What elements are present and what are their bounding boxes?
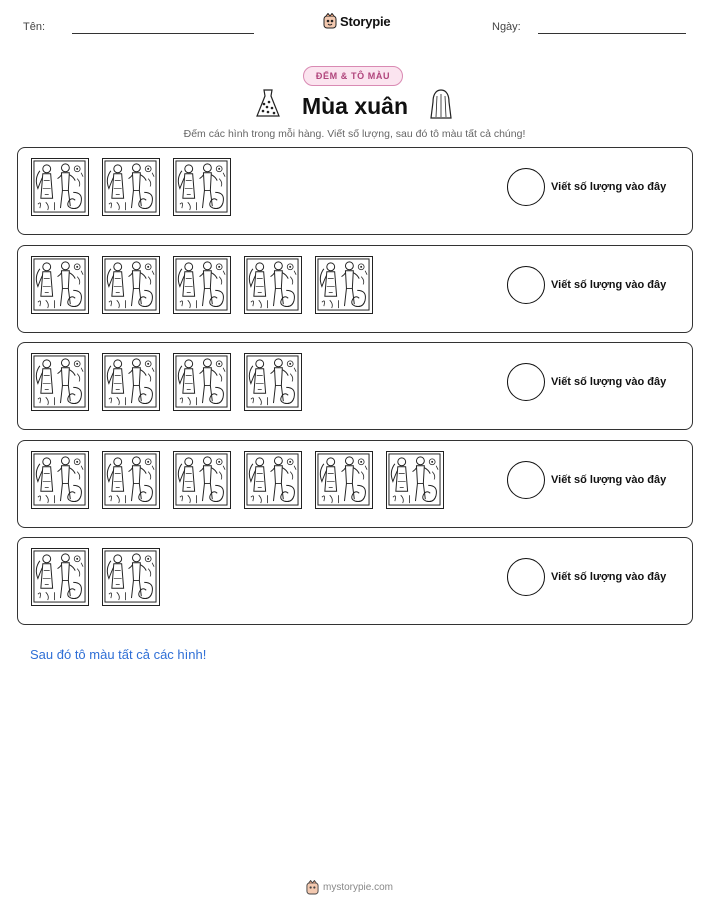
spring-figures-icon	[102, 451, 160, 509]
veil-icon	[428, 88, 454, 120]
counting-row-1	[17, 147, 693, 235]
answer-circle[interactable]	[507, 266, 545, 304]
counting-row-2	[17, 245, 693, 333]
spring-figures-icon	[244, 451, 302, 509]
picture-group	[31, 353, 302, 411]
write-count-label: Viết số lượng vào đây	[551, 279, 667, 291]
picture-group	[31, 158, 231, 216]
brand-name: Storypie	[340, 13, 391, 29]
name-line[interactable]	[72, 33, 254, 34]
answer-circle[interactable]	[507, 461, 545, 499]
storypie-footer-icon	[306, 880, 319, 895]
spring-figures-icon	[102, 158, 160, 216]
counting-row-3	[17, 342, 693, 430]
name-label: Tên:	[23, 21, 46, 33]
spring-figures-icon	[173, 158, 231, 216]
storypie-logo-icon	[323, 13, 337, 29]
spring-figures-icon	[102, 353, 160, 411]
spring-figures-icon	[31, 256, 89, 314]
dress-icon	[255, 88, 281, 120]
answer-circle[interactable]	[507, 168, 545, 206]
spring-figures-icon	[31, 548, 89, 606]
counting-row-5	[17, 537, 693, 625]
instructions: Đếm các hình trong mỗi hàng. Viết số lượng, sau đó tô màu tất cả chúng!	[183, 128, 526, 140]
write-count-label: Viết số lượng vào đây	[551, 376, 667, 388]
coloring-note: Sau đó tô màu tất cả các hình!	[30, 647, 207, 662]
write-count-label: Viết số lượng vào đây	[551, 474, 667, 486]
spring-figures-icon	[386, 451, 444, 509]
spring-figures-icon	[315, 256, 373, 314]
picture-group	[31, 451, 444, 509]
spring-figures-icon	[315, 451, 373, 509]
spring-figures-icon	[31, 451, 89, 509]
storypie-logo	[323, 13, 390, 29]
answer-circle[interactable]	[507, 363, 545, 401]
site-footer	[306, 880, 393, 895]
write-count-label: Viết số lượng vào đây	[551, 571, 667, 583]
spring-figures-icon	[173, 256, 231, 314]
spring-figures-icon	[102, 548, 160, 606]
spring-figures-icon	[173, 451, 231, 509]
answer-circle[interactable]	[507, 558, 545, 596]
date-line[interactable]	[538, 33, 686, 34]
spring-figures-icon	[244, 256, 302, 314]
page-title: Mùa xuân	[301, 93, 409, 119]
date-label: Ngày:	[492, 21, 521, 33]
spring-figures-icon	[31, 353, 89, 411]
write-count-label: Viết số lượng vào đây	[551, 181, 667, 193]
spring-figures-icon	[102, 256, 160, 314]
spring-figures-icon	[244, 353, 302, 411]
picture-group	[31, 548, 160, 606]
site-url: mystorypie.com	[323, 882, 394, 893]
counting-row-4	[17, 440, 693, 528]
activity-badge: ĐẾM & TÔ MÀU	[303, 66, 403, 86]
picture-group	[31, 256, 373, 314]
spring-figures-icon	[31, 158, 89, 216]
spring-figures-icon	[173, 353, 231, 411]
